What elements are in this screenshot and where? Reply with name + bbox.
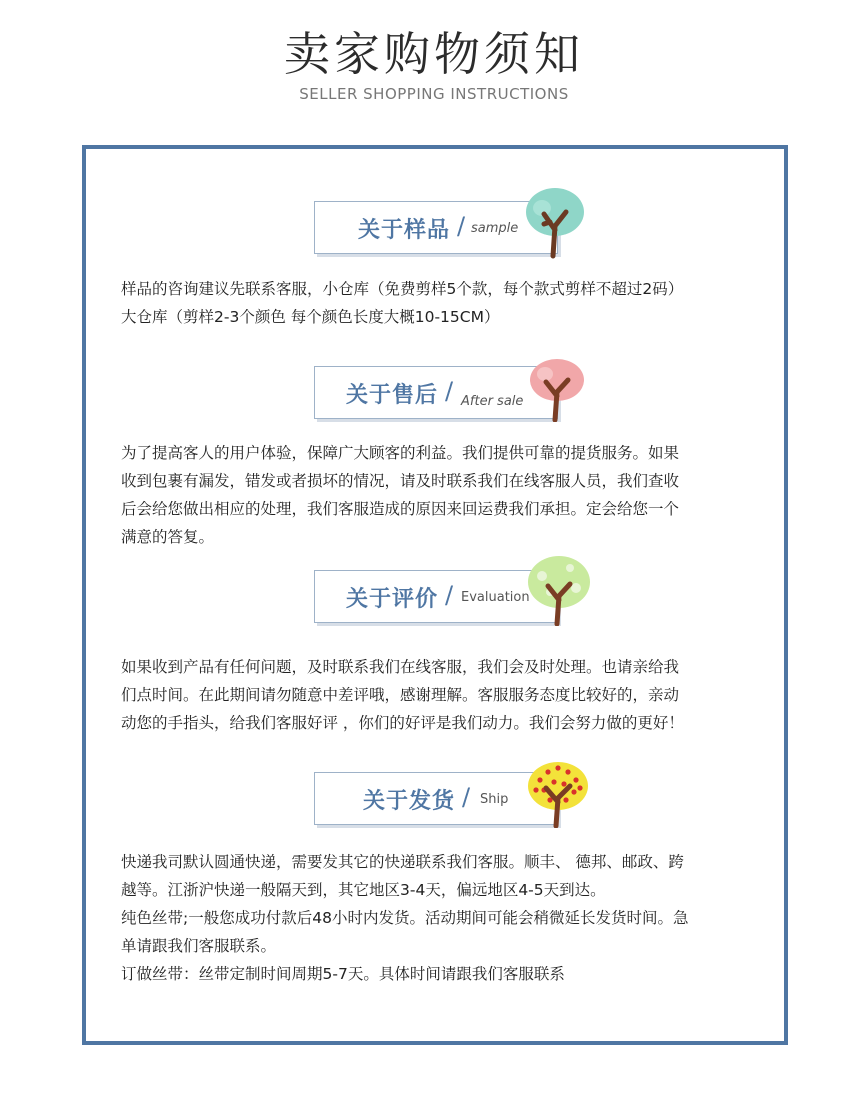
- section-line: 后会给您做出相应的处理，我们客服造成的原因来回运费我们承担。定会给您一个: [121, 500, 680, 518]
- section-line: 动您的手指头，给我们客服好评 ，你们的好评是我们动力。我们会努力做的更好！: [121, 714, 684, 732]
- section-heading-sample: [314, 201, 558, 254]
- section-line: 如果收到产品有任何问题，及时联系我们在线客服，我们会及时处理。也请亲给我: [121, 658, 680, 676]
- section-line: 越等。江浙沪快递一般隔天到，其它地区3-4天，偏远地区4-5天到达。: [121, 881, 606, 899]
- section-line: 收到包裹有漏发，错发或者损坏的情况，请及时联系我们在线客服人员，我们查收: [121, 472, 680, 490]
- section-title-zh: 关于售后: [346, 383, 439, 408]
- section-title-zh: 关于样品: [358, 218, 451, 243]
- section-body-after-sale: [121, 439, 761, 551]
- fruit-tree-icon: [526, 760, 590, 828]
- section-title-en: Evaluation: [461, 590, 530, 605]
- section-line: 单请跟我们客服联系。: [121, 937, 277, 955]
- pink-tree-icon: [528, 358, 586, 422]
- section-heading-ship: [314, 772, 558, 825]
- section-heading-after-sale: [314, 366, 558, 419]
- section-heading-evaluation: [314, 570, 558, 623]
- title-divider: /: [445, 377, 454, 405]
- title-divider: /: [462, 783, 471, 811]
- section-title-en: sample: [471, 221, 519, 236]
- teal-tree-icon: [524, 186, 586, 260]
- section-line: 满意的答复。: [121, 528, 215, 546]
- section-line: 样品的咨询建议先联系客服，小仓库（免费剪样5个款，每个款式剪样不超过2码）: [121, 280, 684, 298]
- section-line: 纯色丝带;一般您成功付款后48小时内发货。活动期间可能会稍微延长发货时间。急: [121, 909, 689, 927]
- section-body-sample: [121, 275, 761, 331]
- section-title-zh: 关于发货: [363, 789, 456, 814]
- section-line: 订做丝带：丝带定制时间周期5-7天。具体时间请跟我们客服联系: [121, 965, 565, 983]
- section-title-en: Ship: [480, 792, 509, 807]
- section-line: 快递我司默认圆通快递，需要发其它的快递联系我们客服。顺丰、 德邦、邮政、跨: [121, 853, 684, 871]
- page-title: 卖家购物须知: [284, 27, 584, 81]
- page-subtitle: SELLER SHOPPING INSTRUCTIONS: [299, 85, 569, 103]
- title-divider: /: [445, 581, 454, 609]
- section-title-en: After sale: [461, 394, 524, 409]
- green-tree-icon: [526, 554, 592, 626]
- section-title-zh: 关于评价: [346, 587, 439, 612]
- section-line: 大仓库（剪样2-3个颜色 每个颜色长度大概10-15CM）: [121, 308, 500, 326]
- section-body-ship: [121, 848, 761, 988]
- title-divider: /: [457, 212, 466, 240]
- section-line: 为了提高客人的用户体验，保障广大顾客的利益。我们提供可靠的提货服务。如果: [121, 444, 680, 462]
- section-body-evaluation: [121, 653, 761, 737]
- section-line: 们点时间。在此期间请勿随意中差评哦，感谢理解。客服服务态度比较好的，亲动: [121, 686, 680, 704]
